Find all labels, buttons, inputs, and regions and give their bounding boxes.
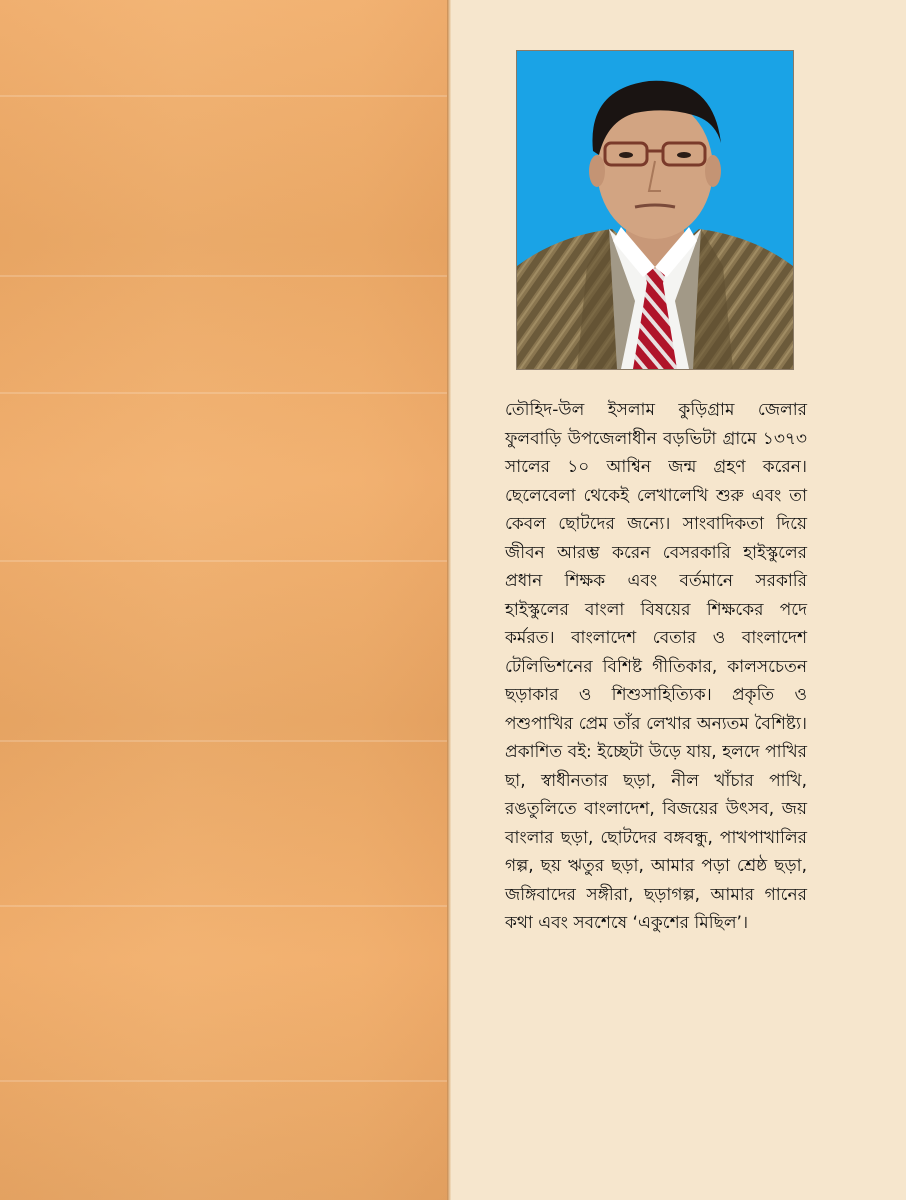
paper-crease: [0, 392, 449, 394]
paper-crease: [0, 275, 449, 277]
paper-crease: [0, 95, 449, 97]
ear-right: [705, 155, 721, 187]
eye-left: [619, 152, 633, 158]
author-photo: [516, 50, 794, 370]
cover-spine-panel: [0, 0, 449, 1200]
author-bio: তৌহিদ-উল ইসলাম কুড়িগ্রাম জেলার ফুলবাড়ি উপজেলাধীন বড়ভিটা গ্রামে ১৩৭৩ সালের ১০ আশ্বিন জন্ম গ্রহণ করেন। ছেলেবেলা থেকেই লেখালেখি শুরু এবং তা কেবল ছোটদের জন্যে। সাংবাদিকতা দিয়ে জীবন আরম্ভ করেন বেসরকারি হাইস্কুলের প্রধান শিক্ষক এবং বর্তমানে সরকারি হাইস্কুলের বাংলা বিষয়ের শিক্ষকের পদে কর্মরত। বাংলাদেশ বেতার ও বাংলাদেশ টেলিভিশনের বিশিষ্ট গীতিকার, কালসচেতন ছড়াকার ও শিশুসাহিত্যিক। প্রকৃতি ও পশুপাখির প্রেম তাঁর লেখার অন্যতম বৈশিষ্ট্য। প্রকাশিত বই: ইচ্ছেটা উড়ে যায়, হলদে পাখির ছা, স্বাধীনতার ছড়া, নীল খাঁচার পাখি, রঙতুলিতে বাংলাদেশ, বিজয়ের উৎসব, জয় বাংলার ছড়া, ছোটদের বঙ্গবন্ধু, পাখপাখালির গল্প, ছয় ঋতুর ছড়া, আমার পড়া শ্রেষ্ঠ ছড়া, জঙ্গিবাদের সঙ্গীরা, ছড়াগল্প, আমার গানের কথা এবং সবশেষে ‘একুশের মিছিল’।: [505, 400, 807, 933]
paper-crease: [0, 740, 449, 742]
eye-right: [677, 152, 691, 158]
paper-crease: [0, 1080, 449, 1082]
paper-crease: [0, 560, 449, 562]
ear-left: [589, 155, 605, 187]
paper-crease: [0, 905, 449, 907]
author-portrait-icon: [517, 51, 793, 369]
